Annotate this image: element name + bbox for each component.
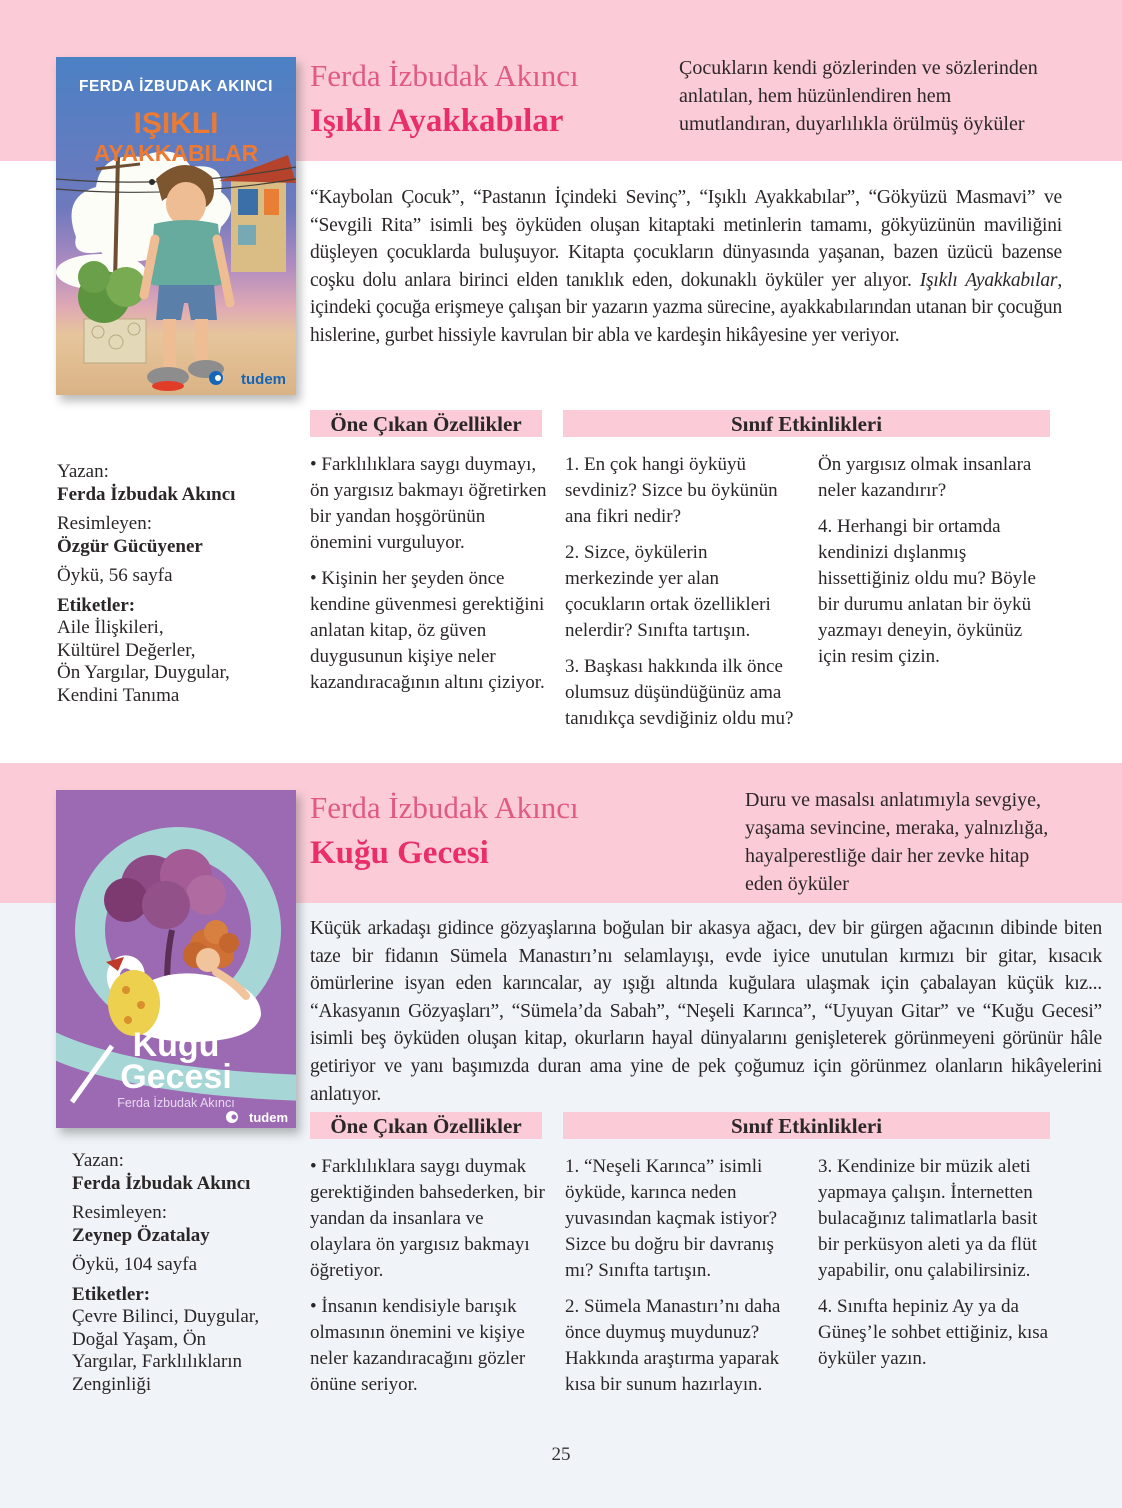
stone-wall bbox=[84, 319, 146, 363]
cover1-publisher-text: tudem bbox=[241, 371, 286, 388]
book-title: Kuğu Gecesi bbox=[310, 835, 489, 871]
tagline-line: eden öyküler bbox=[745, 873, 849, 895]
section1-title-block bbox=[310, 54, 579, 144]
etiketler-label: Etiketler: bbox=[57, 594, 136, 616]
etiket-line: Ön Yargılar, Duygular, bbox=[57, 662, 230, 683]
cover2-publisher-text: tudem bbox=[249, 1110, 288, 1125]
activity-item: 2. Sümela Manastırı’nı daha önce duymuş muydunuz? Hakkında araştırma yaparak kısa bir sunum hazırlayın. bbox=[565, 1296, 781, 1395]
tagline-line: umutlandıran, duyarlılıkla örülmüş öyküler bbox=[679, 113, 1025, 135]
etiket-line: Kendini Tanıma bbox=[57, 684, 180, 706]
tree-foliage bbox=[142, 881, 190, 929]
bird-shape bbox=[149, 179, 155, 185]
activity-item: 2. Sizce, öykülerin merkezinde yer alan çocukların ortak özellikleri nelerdir? Sınıfta tartışın. bbox=[565, 542, 771, 641]
activities-column-1 bbox=[565, 1154, 795, 1408]
wing-spot bbox=[124, 1016, 132, 1024]
activity-item: 1. En çok hangi öyküyü sevdiniz? Sizce bu öykünün ana fikri nedir? bbox=[565, 454, 778, 527]
page-number: 25 bbox=[551, 1444, 571, 1465]
tagline-line: anlatılan, hem hüzünlendiren hem bbox=[679, 85, 952, 107]
format-value: Öykü, 104 sayfa bbox=[72, 1254, 198, 1275]
feature-item: • Kişinin her şeyden önce kendine güvenmesi gerektiğini anlatan kitap, öz güven duygusunun kişiye neler kazandıracağının altını çiziyor. bbox=[310, 568, 545, 693]
yazan-label: Yazan: bbox=[57, 461, 109, 482]
house-window bbox=[238, 225, 256, 245]
boy-face bbox=[166, 182, 206, 226]
book-description bbox=[310, 915, 1102, 1108]
cover2-author-text: Ferda İzbudak Akıncı bbox=[117, 1096, 235, 1110]
etiket-line: Zenginliği bbox=[72, 1373, 152, 1395]
cover1-title-line1: IŞIKLI bbox=[133, 107, 219, 140]
description-italic-title: Işıklı Ayakkabılar bbox=[919, 269, 1058, 291]
activity-item: 4. Herhangi bir ortamda kendinizi dışlanmış hissettiğiniz oldu mu? Böyle bir durumu anlatan bir öykü yazmayı deneyin, öykünüz için resim çizin. bbox=[818, 516, 1036, 667]
feature-item: • Farklılıklara saygı duymak gerektiğinden bahsederken, bir yandan da insanlara ve olaylara ön yargısız bakmayı öğretiyor. bbox=[310, 1156, 545, 1281]
description-text: “Kaybolan Çocuk”, “Pastanın İçindeki Sevinç”, “Işıklı Ayakkabılar”, “Gökyüzü Masmavi” ve “Sevgili Rita” isimli beş öyküden oluşan kitaptaki metinlerin tamamı, gökyüzünün maviliğini düşleyen çocuklarda buluşuyor. Kitapta çocukların dünyasında yaşanan, bazen üzücü bazense coşku dolu anlara birinci elden tanıklık eden, dokunaklı öyküler yer alıyor. bbox=[310, 187, 1062, 291]
book-author: Ferda İzbudak Akıncı bbox=[310, 58, 579, 93]
yazan-value: Ferda İzbudak Akıncı bbox=[72, 1172, 251, 1194]
cover2-title-line1: Kuğu bbox=[132, 1026, 220, 1064]
tagline-line: Duru ve masalsı anlatımıyla sevgiye, bbox=[745, 789, 1042, 811]
house-window bbox=[264, 189, 279, 215]
yazan-value: Ferda İzbudak Akıncı bbox=[57, 483, 236, 505]
activity-item: 3. Kendinize bir müzik aleti yapmaya çalışın. İnternetten bulacağınız talimatlarla basit bir perküsyon aleti ya da flüt yapabilir, onu çalabilirsiniz. bbox=[818, 1156, 1038, 1281]
book-title: Işıklı Ayakkabılar bbox=[310, 103, 564, 139]
tudem-logo-icon bbox=[232, 1115, 237, 1120]
section2-title-block bbox=[310, 786, 579, 876]
boy-shirt bbox=[150, 220, 224, 289]
features-header: Öne Çıkan Özellikler bbox=[310, 410, 542, 437]
activities-header: Sınıf Etkinlikleri bbox=[563, 410, 1050, 437]
activities-column-2 bbox=[818, 1154, 1058, 1382]
cover1-author-text: FERDA İZBUDAK AKINCI bbox=[79, 78, 273, 95]
wing-spot bbox=[137, 1001, 145, 1009]
book-tagline bbox=[745, 786, 1105, 898]
book-cover-kugu-gecesi bbox=[56, 790, 296, 1128]
features-list bbox=[310, 1154, 547, 1408]
tagline-line: Çocukların kendi gözlerinden ve sözlerinden bbox=[679, 57, 1038, 79]
description-text: , içindeki çocuğa erişmeye çalışan bir yazarın yazma sürecine, ayakkabılarından utanan bir çocuğun hislerine, gurbet hissiyle kavrulan bir abla ve kardeşin hikâyesine yer veriyor. bbox=[310, 269, 1062, 346]
boy-leg bbox=[195, 319, 208, 363]
feature-item: • Farklılıklara saygı duymayı, ön yargısız bakmayı öğretirken bir yandan hoşgörünün önemini vurguluyor. bbox=[310, 454, 547, 553]
feature-item: • İnsanın kendisiyle barışık olmasının önemini ve kişiye neler kazandıracağını gözler önüne seriyor. bbox=[310, 1296, 526, 1395]
etiket-line: Doğal Yaşam, Ön bbox=[72, 1328, 207, 1350]
tree-foliage bbox=[186, 875, 226, 915]
book-meta-sidebar bbox=[72, 1150, 297, 1396]
resimleyen-value: Özgür Gücüyener bbox=[57, 535, 203, 557]
house-window bbox=[238, 189, 258, 215]
bush-shape bbox=[78, 261, 110, 293]
resimleyen-label: Resimleyen: bbox=[57, 513, 152, 534]
cover2-illustration bbox=[56, 790, 296, 1128]
description-text: Küçük arkadaşı gidince gözyaşlarına boğulan bir akasya ağacı, dev bir gürgen ağacının dibinde biten taze bir fidanın Sümela Manastırı’nı selamlayışı, evde iyice unutulan kırmızı bir gitar, kısacık ömürlerine isyan eden karıncalar, ay ışığı altında kuğulara ulaşmak için çabalayan küçük kız... “Akasyanın Gözyaşları”, “Sümela’da Sabah”, “Neşeli Karınca”, “Uyuyan Gitar” ve “Kuğu Gecesi” isimli beş öyküden oluşan kitap, okurların hayal dünyalarını genişleterek görünmeyeni görünür hâle getiriyor ve yanı başımızda duran ama yine de pek çoğumuz için görünmez olanların hikâyelerini anlatıyor. bbox=[310, 918, 1102, 1105]
book-meta-sidebar bbox=[57, 461, 292, 707]
resimleyen-label: Resimleyen: bbox=[72, 1202, 167, 1223]
activity-item: 3. Başkası hakkında ilk önce olumsuz düşündüğünüz ama tanıdıkça sevdiğiniz oldu mu? bbox=[565, 656, 794, 729]
cover1-illustration bbox=[56, 57, 296, 395]
tree-foliage bbox=[104, 878, 148, 922]
tagline-line: yaşama sevincine, meraka, yalnızlığa, bbox=[745, 817, 1049, 839]
book-description bbox=[310, 184, 1062, 350]
activities-column-1 bbox=[565, 452, 795, 742]
resimleyen-value: Zeynep Özatalay bbox=[72, 1224, 210, 1246]
yazan-label: Yazan: bbox=[72, 1150, 124, 1171]
etiket-line: Kültürel Değerler, bbox=[57, 639, 196, 661]
activities-column-2 bbox=[818, 452, 1055, 680]
activity-item: 4. Sınıfta hepiniz Ay ya da Güneş’le sohbet ettiğiniz, kısa öyküler yazın. bbox=[818, 1296, 1049, 1369]
etiket-line: Aile İlişkileri, bbox=[57, 617, 164, 638]
activity-item: 1. “Neşeli Karınca” isimli öyküde, karınca neden yuvasından kaçmak istiyor? Sizce bu doğru bir davranış mı? Sınıfta tartışın. bbox=[565, 1156, 778, 1281]
tagline-line: hayalperestliğe dair her zevke hitap bbox=[745, 845, 1030, 867]
format-value: Öykü, 56 sayfa bbox=[57, 565, 173, 586]
boy-leg bbox=[163, 319, 176, 369]
features-header: Öne Çıkan Özellikler bbox=[310, 1112, 542, 1139]
activity-item: Ön yargısız olmak insanlara neler kazandırır? bbox=[818, 454, 1032, 501]
wing-spot bbox=[122, 986, 130, 994]
book-author: Ferda İzbudak Akıncı bbox=[310, 790, 579, 825]
features-list bbox=[310, 452, 547, 706]
etiket-line: Çevre Bilinci, Duygular, bbox=[72, 1306, 260, 1327]
tudem-logo-icon bbox=[215, 375, 221, 381]
etiketler-label: Etiketler: bbox=[72, 1283, 151, 1305]
etiket-line: Yargılar, Farklılıkların bbox=[72, 1351, 243, 1372]
activities-header: Sınıf Etkinlikleri bbox=[563, 1112, 1050, 1139]
book-tagline bbox=[679, 54, 1079, 138]
red-light-glow bbox=[152, 381, 184, 391]
book-cover-isikli-ayakkabilar bbox=[56, 57, 296, 395]
bush-shape bbox=[106, 267, 146, 307]
girl-hair bbox=[219, 933, 239, 953]
cover1-title-line2: AYAKKABILAR bbox=[93, 140, 259, 166]
cover2-title-line2: Gecesi bbox=[120, 1058, 232, 1096]
